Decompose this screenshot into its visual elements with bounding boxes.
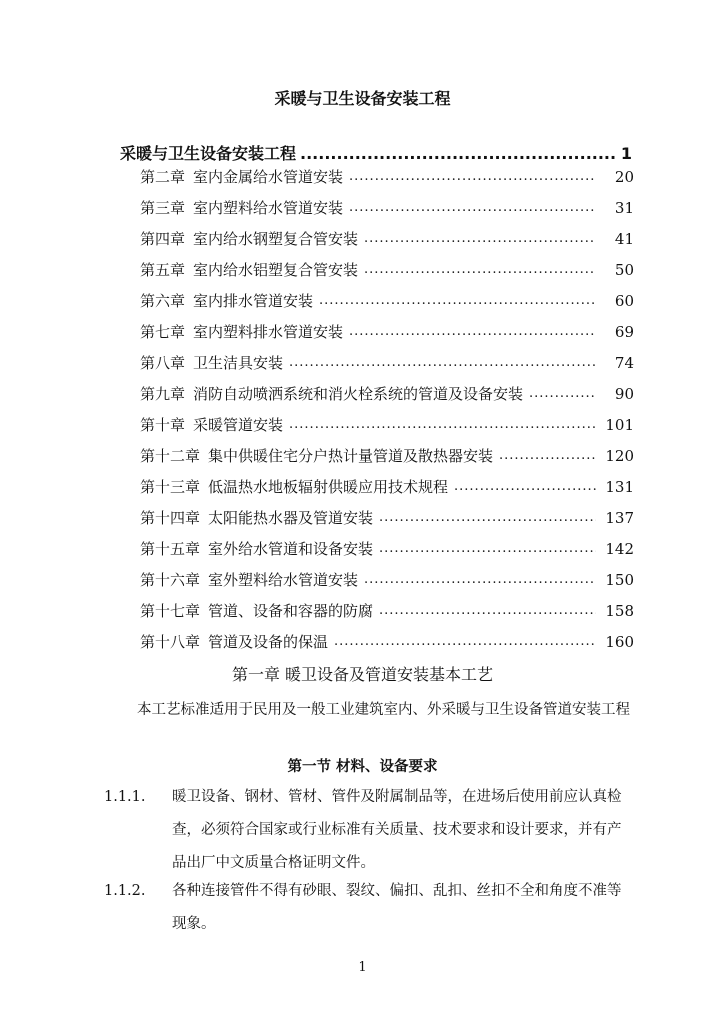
toc-leader xyxy=(379,510,596,525)
toc-chapter: 第十七章 xyxy=(140,602,201,620)
toc-entry[interactable] xyxy=(140,564,634,595)
toc-chapter: 第四章 xyxy=(140,230,186,248)
toc-page: 41 xyxy=(614,229,634,248)
toc-leader xyxy=(364,572,596,587)
toc-leader xyxy=(289,355,596,370)
intro-paragraph: 本工艺标准适用于民用及一般工业建筑室内、外采暖与卫生设备管道安装工程 xyxy=(137,702,630,718)
toc-entry[interactable] xyxy=(140,192,634,223)
toc-chapter: 第五章 xyxy=(140,261,186,279)
toc-page: 20 xyxy=(614,167,634,186)
toc-entry[interactable] xyxy=(140,626,634,657)
toc-title: 室外给水管道和设备安装 xyxy=(208,540,374,558)
toc-chapter: 第六章 xyxy=(140,292,186,310)
toc-chapter: 第八章 xyxy=(140,354,186,372)
document-title: 采暖与卫生设备安装工程 xyxy=(274,89,451,108)
toc-entry[interactable] xyxy=(140,223,634,254)
toc-page: 31 xyxy=(614,198,634,217)
toc-leader xyxy=(364,262,596,277)
toc-page: 131 xyxy=(605,477,634,496)
toc-main-label: 采暖与卫生设备安装工程 xyxy=(120,144,297,163)
toc-page: 69 xyxy=(614,322,634,341)
toc-leader xyxy=(289,417,596,432)
toc-entry[interactable] xyxy=(140,254,634,285)
toc-chapter: 第十章 xyxy=(140,416,186,434)
toc-chapter: 第七章 xyxy=(140,323,186,341)
toc-title: 室内塑料给水管道安装 xyxy=(193,199,344,217)
toc-chapter: 第十六章 xyxy=(140,571,201,589)
toc-title: 卫生洁具安装 xyxy=(193,354,284,372)
toc-leader xyxy=(319,293,596,308)
toc-leader xyxy=(454,479,596,494)
toc-entry[interactable] xyxy=(140,409,634,440)
toc-title: 室外塑料给水管道安装 xyxy=(208,571,359,589)
clause-number: 1.1.1. xyxy=(104,789,146,805)
toc-title: 采暖管道安装 xyxy=(193,416,284,434)
toc-page: 142 xyxy=(605,539,634,558)
toc-page: 101 xyxy=(605,415,634,434)
toc-title: 室内塑料排水管道安装 xyxy=(193,323,344,341)
toc-chapter: 第十五章 xyxy=(140,540,201,558)
toc-page: 137 xyxy=(605,508,634,527)
toc-page: 74 xyxy=(614,353,634,372)
toc-entry[interactable] xyxy=(140,440,634,471)
toc-chapter: 第三章 xyxy=(140,199,186,217)
toc-page: 160 xyxy=(605,632,634,651)
toc-page: 120 xyxy=(605,446,634,465)
toc-leader xyxy=(334,634,596,649)
clause-text: 暖卫设备、钢材、管材、管件及附属制品等，在进场后使用前应认真检查，必须符合国家或行业标准有关质量、技术要求和设计要求，并有产品出厂中文质量合格证明文件。 xyxy=(172,789,622,871)
toc-title: 消防自动喷洒系统和消火栓系统的管道及设备安装 xyxy=(193,385,524,403)
toc-entry[interactable] xyxy=(140,316,634,347)
toc-chapter: 第十八章 xyxy=(140,633,201,651)
toc-leader xyxy=(349,169,596,184)
section-heading: 第一节 材料、设备要求 xyxy=(287,759,438,775)
toc-title: 太阳能热水器及管道安装 xyxy=(208,509,374,527)
toc-leader xyxy=(499,448,596,463)
toc-title: 管道、设备和容器的防腐 xyxy=(208,602,374,620)
toc-title: 管道及设备的保温 xyxy=(208,633,329,651)
clause-number: 1.1.2. xyxy=(104,883,146,899)
chapter-heading: 第一章 暖卫设备及管道安装基本工艺 xyxy=(231,665,494,684)
toc-chapter: 第十三章 xyxy=(140,478,201,496)
toc-page: 60 xyxy=(614,291,634,310)
toc-entry[interactable] xyxy=(140,502,634,533)
toc-chapter: 第二章 xyxy=(140,168,186,186)
toc-entry[interactable] xyxy=(140,347,634,378)
toc-entry[interactable] xyxy=(140,378,634,409)
toc-chapter: 第十二章 xyxy=(140,447,201,465)
toc-chapter: 第九章 xyxy=(140,385,186,403)
toc-entry[interactable] xyxy=(140,161,634,192)
toc-entry[interactable] xyxy=(140,285,634,316)
clause-text: 各种连接管件不得有砂眼、裂纹、偏扣、乱扣、丝扣不全和角度不准等现象。 xyxy=(172,883,622,932)
toc-page: 158 xyxy=(605,601,634,620)
toc-main-page: 1 xyxy=(620,144,632,163)
toc-entry[interactable] xyxy=(140,471,634,502)
toc-title: 室内给水钢塑复合管安装 xyxy=(193,230,359,248)
toc-entry[interactable] xyxy=(140,533,634,564)
toc-page: 90 xyxy=(614,384,634,403)
toc-leader xyxy=(529,386,596,401)
toc-title: 集中供暖住宅分户热计量管道及散热器安装 xyxy=(208,447,494,465)
toc-title: 室内给水铝塑复合管安装 xyxy=(193,261,359,279)
toc-entry[interactable] xyxy=(140,595,634,626)
toc-leader xyxy=(379,603,596,618)
toc-leader xyxy=(379,541,596,556)
toc-title: 室内排水管道安装 xyxy=(193,292,314,310)
toc-chapter: 第十四章 xyxy=(140,509,201,527)
toc-title: 低温热水地板辐射供暖应用技术规程 xyxy=(208,478,449,496)
toc-page: 150 xyxy=(605,570,634,589)
page-number: 1 xyxy=(358,960,367,975)
toc-title: 室内金属给水管道安装 xyxy=(193,168,344,186)
toc-leader xyxy=(364,231,596,246)
toc-leader xyxy=(349,200,596,215)
toc-leader xyxy=(349,324,596,339)
table-of-contents xyxy=(140,161,634,657)
toc-page: 50 xyxy=(614,260,634,279)
